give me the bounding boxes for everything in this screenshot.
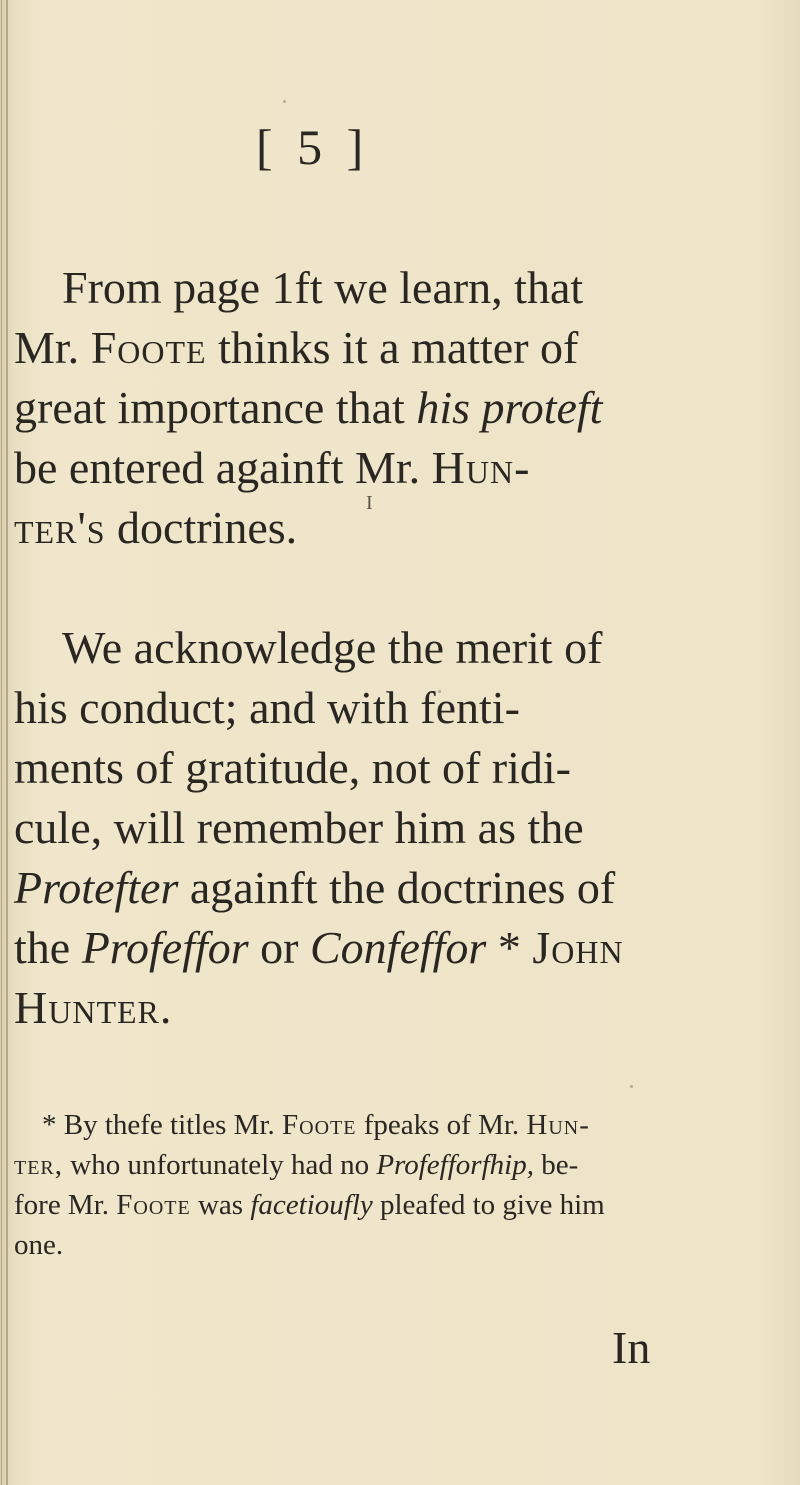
footnote-line — [42, 1105, 590, 1145]
footnote-text: who unfortunately had no — [63, 1149, 377, 1181]
footnote-line — [14, 1225, 63, 1265]
italic-text: Profefforfhip, — [376, 1149, 534, 1181]
body-text: doctrines. — [105, 502, 298, 553]
body-line — [14, 678, 520, 738]
body-text: be entered againft Mr. — [14, 442, 432, 493]
body-text: againft the doctrines of — [178, 862, 616, 913]
author-name: Hun- — [431, 442, 531, 493]
body-line — [14, 378, 602, 438]
margin-note: I — [366, 492, 373, 514]
body-line — [14, 318, 578, 378]
body-line — [14, 438, 530, 498]
body-text: ments of gratitude, not of ridi- — [14, 742, 571, 793]
footnote-text: was — [190, 1189, 251, 1221]
author-name: Foote — [282, 1109, 357, 1141]
author-name: ter, — [14, 1149, 64, 1181]
body-text: From page 1ft we learn, that — [62, 262, 584, 313]
footnote-line — [14, 1145, 578, 1185]
body-text: his conduct; and with fenti- — [14, 682, 520, 733]
footnote-text: one. — [14, 1229, 64, 1261]
author-name: John — [532, 922, 624, 973]
footnote-text: fore Mr. — [14, 1189, 117, 1221]
italic-text: facetioufly — [250, 1189, 373, 1221]
paper-speck — [630, 1085, 633, 1088]
body-text: cule, will remember him as the — [14, 802, 584, 853]
catchword-text: In — [612, 1322, 651, 1373]
body-line — [62, 258, 583, 318]
body-text: or — [248, 922, 310, 973]
binding-edge — [1, 0, 2, 1485]
author-name: Foote — [116, 1189, 191, 1221]
author-name: Hunter. — [14, 982, 173, 1033]
body-text: We acknowledge the merit of — [62, 622, 603, 673]
body-text: Mr. — [14, 322, 91, 373]
footnote-text: be- — [533, 1149, 579, 1181]
page-number: [ 5 ] — [256, 119, 370, 175]
footnote-text: pleafed to give him — [372, 1189, 605, 1221]
catchword — [612, 1318, 650, 1378]
author-name: ter's — [14, 502, 106, 553]
body-line — [62, 618, 602, 678]
body-line — [14, 858, 615, 918]
italic-text: Confeffor — [309, 922, 487, 973]
footnote-text: fpeaks of Mr. — [356, 1109, 527, 1141]
body-line — [14, 978, 172, 1038]
italic-text: Protefter — [14, 862, 179, 913]
body-text: the — [14, 922, 82, 973]
italic-text: his proteft — [416, 382, 603, 433]
body-line — [14, 498, 297, 558]
author-name: Hun- — [526, 1109, 590, 1141]
footnote-line — [14, 1185, 605, 1225]
body-text: great importance that — [14, 382, 417, 433]
italic-text: Profeffor — [81, 922, 249, 973]
body-text: thinks it a matter of — [206, 322, 579, 373]
binding-shadow — [6, 0, 8, 1485]
body-line — [14, 738, 571, 798]
body-line — [14, 798, 584, 858]
author-name: Foote — [90, 322, 207, 373]
footnote-marker: * — [486, 922, 533, 973]
paper-speck — [283, 100, 286, 103]
footnote-text: * By thefe titles Mr. — [42, 1109, 283, 1141]
body-line — [14, 918, 624, 978]
